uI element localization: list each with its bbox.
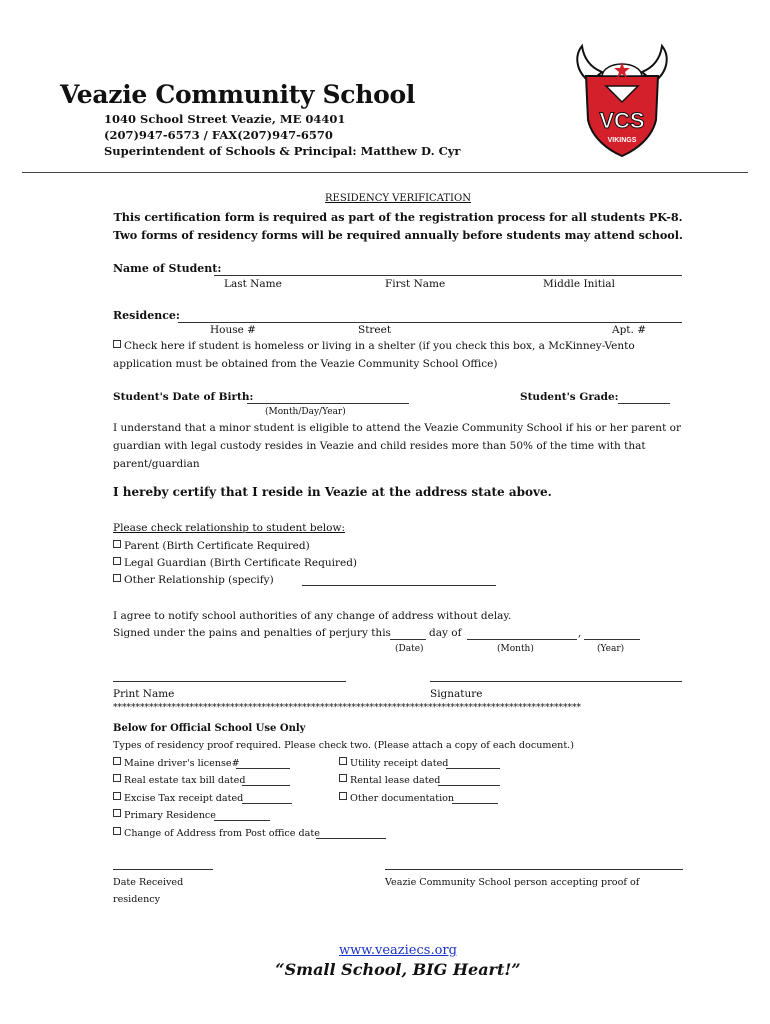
- form-intro-line1: This certification form is required as part of the registration process for all students PK-8.: [113, 210, 683, 224]
- print-name-label: Print Name: [113, 688, 175, 700]
- relationship-other[interactable]: Other Relationship (specify): [113, 574, 274, 586]
- website-link[interactable]: www.veaziecs.org: [339, 943, 457, 958]
- agree-statement: I agree to notify school authorities of any change of address without delay.: [113, 610, 512, 622]
- signature-field[interactable]: [430, 681, 682, 682]
- school-address: 1040 School Street Veazie, ME 04401: [104, 112, 346, 126]
- residency-label: residency: [113, 894, 161, 905]
- day-of-text: day of: [429, 627, 462, 639]
- homeless-checkbox[interactable]: [113, 340, 121, 348]
- relationship-guardian[interactable]: Legal Guardian (Birth Certificate Required): [113, 557, 357, 569]
- school-name: Veazie Community School: [60, 80, 416, 109]
- accepting-person-field[interactable]: [385, 869, 683, 870]
- date-received-label: Date Received: [113, 877, 184, 888]
- official-title: Below for Official School Use Only: [113, 723, 306, 734]
- grade-field[interactable]: [618, 403, 670, 404]
- form-intro-line2: Two forms of residency forms will be required annually before students may attend school.: [113, 228, 683, 242]
- accepting-person-label: Veazie Community School person accepting proof of: [385, 877, 640, 888]
- drivers-license-option[interactable]: Maine driver's license#: [113, 757, 240, 769]
- grade-label: Student's Grade:: [520, 391, 619, 403]
- eligibility-line2: guardian with legal custody resides in Veazie and child resides more than 50% of the time with that: [113, 440, 646, 452]
- form-title: RESIDENCY VERIFICATION: [325, 193, 471, 204]
- residence-field[interactable]: [178, 322, 682, 323]
- rental-lease-checkbox[interactable]: [339, 774, 347, 782]
- parent-checkbox[interactable]: [113, 540, 121, 548]
- house-number-label: House #: [210, 324, 256, 336]
- signature-label: Signature: [430, 688, 483, 700]
- rental-lease-option[interactable]: Rental lease dated: [339, 774, 440, 786]
- date-hint: (Date): [395, 644, 424, 654]
- other-doc-checkbox[interactable]: [339, 792, 347, 800]
- header-divider: [22, 172, 748, 173]
- month-hint: (Month): [497, 644, 534, 654]
- other-checkbox[interactable]: [113, 574, 121, 582]
- eligibility-line3: parent/guardian: [113, 458, 200, 470]
- excise-option[interactable]: Excise Tax receipt dated: [113, 792, 243, 804]
- middle-initial-label: Middle Initial: [543, 278, 615, 290]
- school-phone-fax: (207)947-6573 / FAX(207)947-6570: [104, 128, 333, 142]
- official-types: Types of residency proof required. Please check two. (Please attach a copy of each document.): [113, 740, 574, 751]
- dob-field[interactable]: [247, 403, 409, 404]
- primary-residence-field[interactable]: [214, 820, 270, 821]
- name-label: Name of Student:: [113, 262, 222, 275]
- drivers-license-checkbox[interactable]: [113, 757, 121, 765]
- month-field[interactable]: [467, 639, 577, 640]
- homeless-note: application must be obtained from the Veazie Community School Office): [113, 358, 498, 370]
- change-address-field[interactable]: [316, 838, 386, 839]
- other-doc-field[interactable]: [452, 803, 498, 804]
- date-received-field[interactable]: [113, 869, 213, 870]
- print-name-field[interactable]: [113, 681, 346, 682]
- relationship-parent[interactable]: Parent (Birth Certificate Required): [113, 540, 310, 552]
- primary-residence-checkbox[interactable]: [113, 809, 121, 817]
- school-slogan: “Small School, BIG Heart!”: [275, 960, 521, 979]
- day-field[interactable]: [390, 639, 426, 640]
- utility-checkbox[interactable]: [339, 757, 347, 765]
- change-address-option[interactable]: Change of Address from Post office date: [113, 827, 320, 839]
- drivers-license-field[interactable]: [236, 768, 290, 769]
- guardian-checkbox[interactable]: [113, 557, 121, 565]
- other-relationship-field[interactable]: [302, 585, 496, 586]
- dob-format-hint: (Month/Day/Year): [265, 407, 346, 417]
- utility-option[interactable]: Utility receipt dated: [339, 757, 448, 769]
- certify-statement: I hereby certify that I reside in Veazie at the address state above.: [113, 485, 552, 499]
- primary-residence-option[interactable]: Primary Residence: [113, 809, 216, 821]
- superintendent: Superintendent of Schools & Principal: Matthew D. Cyr: [104, 144, 461, 158]
- year-hint: (Year): [597, 644, 625, 654]
- residence-label: Residence:: [113, 309, 180, 322]
- logo-subtext: VIKINGS: [607, 137, 637, 144]
- excise-field[interactable]: [242, 803, 292, 804]
- relationship-label: Please check relationship to student below:: [113, 522, 345, 534]
- logo-text: VCS: [599, 108, 645, 133]
- separator-stars: ********************************************************************************************************: [113, 703, 581, 713]
- tax-bill-checkbox[interactable]: [113, 774, 121, 782]
- viking-helmet-icon: [572, 42, 672, 158]
- first-name-label: First Name: [385, 278, 446, 290]
- tax-bill-option[interactable]: Real estate tax bill dated: [113, 774, 245, 786]
- homeless-option[interactable]: Check here if student is homeless or living in a shelter (if you check this box, a McKinney-Vento: [113, 340, 635, 352]
- excise-checkbox[interactable]: [113, 792, 121, 800]
- other-doc-option[interactable]: Other documentation: [339, 792, 454, 804]
- signed-statement: Signed under the pains and penalties of perjury this: [113, 627, 391, 639]
- rental-lease-field[interactable]: [438, 785, 500, 786]
- apt-label: Apt. #: [612, 324, 646, 336]
- dob-label: Student's Date of Birth:: [113, 391, 254, 403]
- last-name-label: Last Name: [224, 278, 282, 290]
- change-address-checkbox[interactable]: [113, 827, 121, 835]
- name-field[interactable]: [214, 275, 682, 276]
- street-label: Street: [358, 324, 392, 336]
- eligibility-line1: I understand that a minor student is eligible to attend the Veazie Community School if his or her parent or: [113, 422, 681, 434]
- tax-bill-field[interactable]: [242, 785, 290, 786]
- year-field[interactable]: [584, 639, 640, 640]
- utility-field[interactable]: [446, 768, 500, 769]
